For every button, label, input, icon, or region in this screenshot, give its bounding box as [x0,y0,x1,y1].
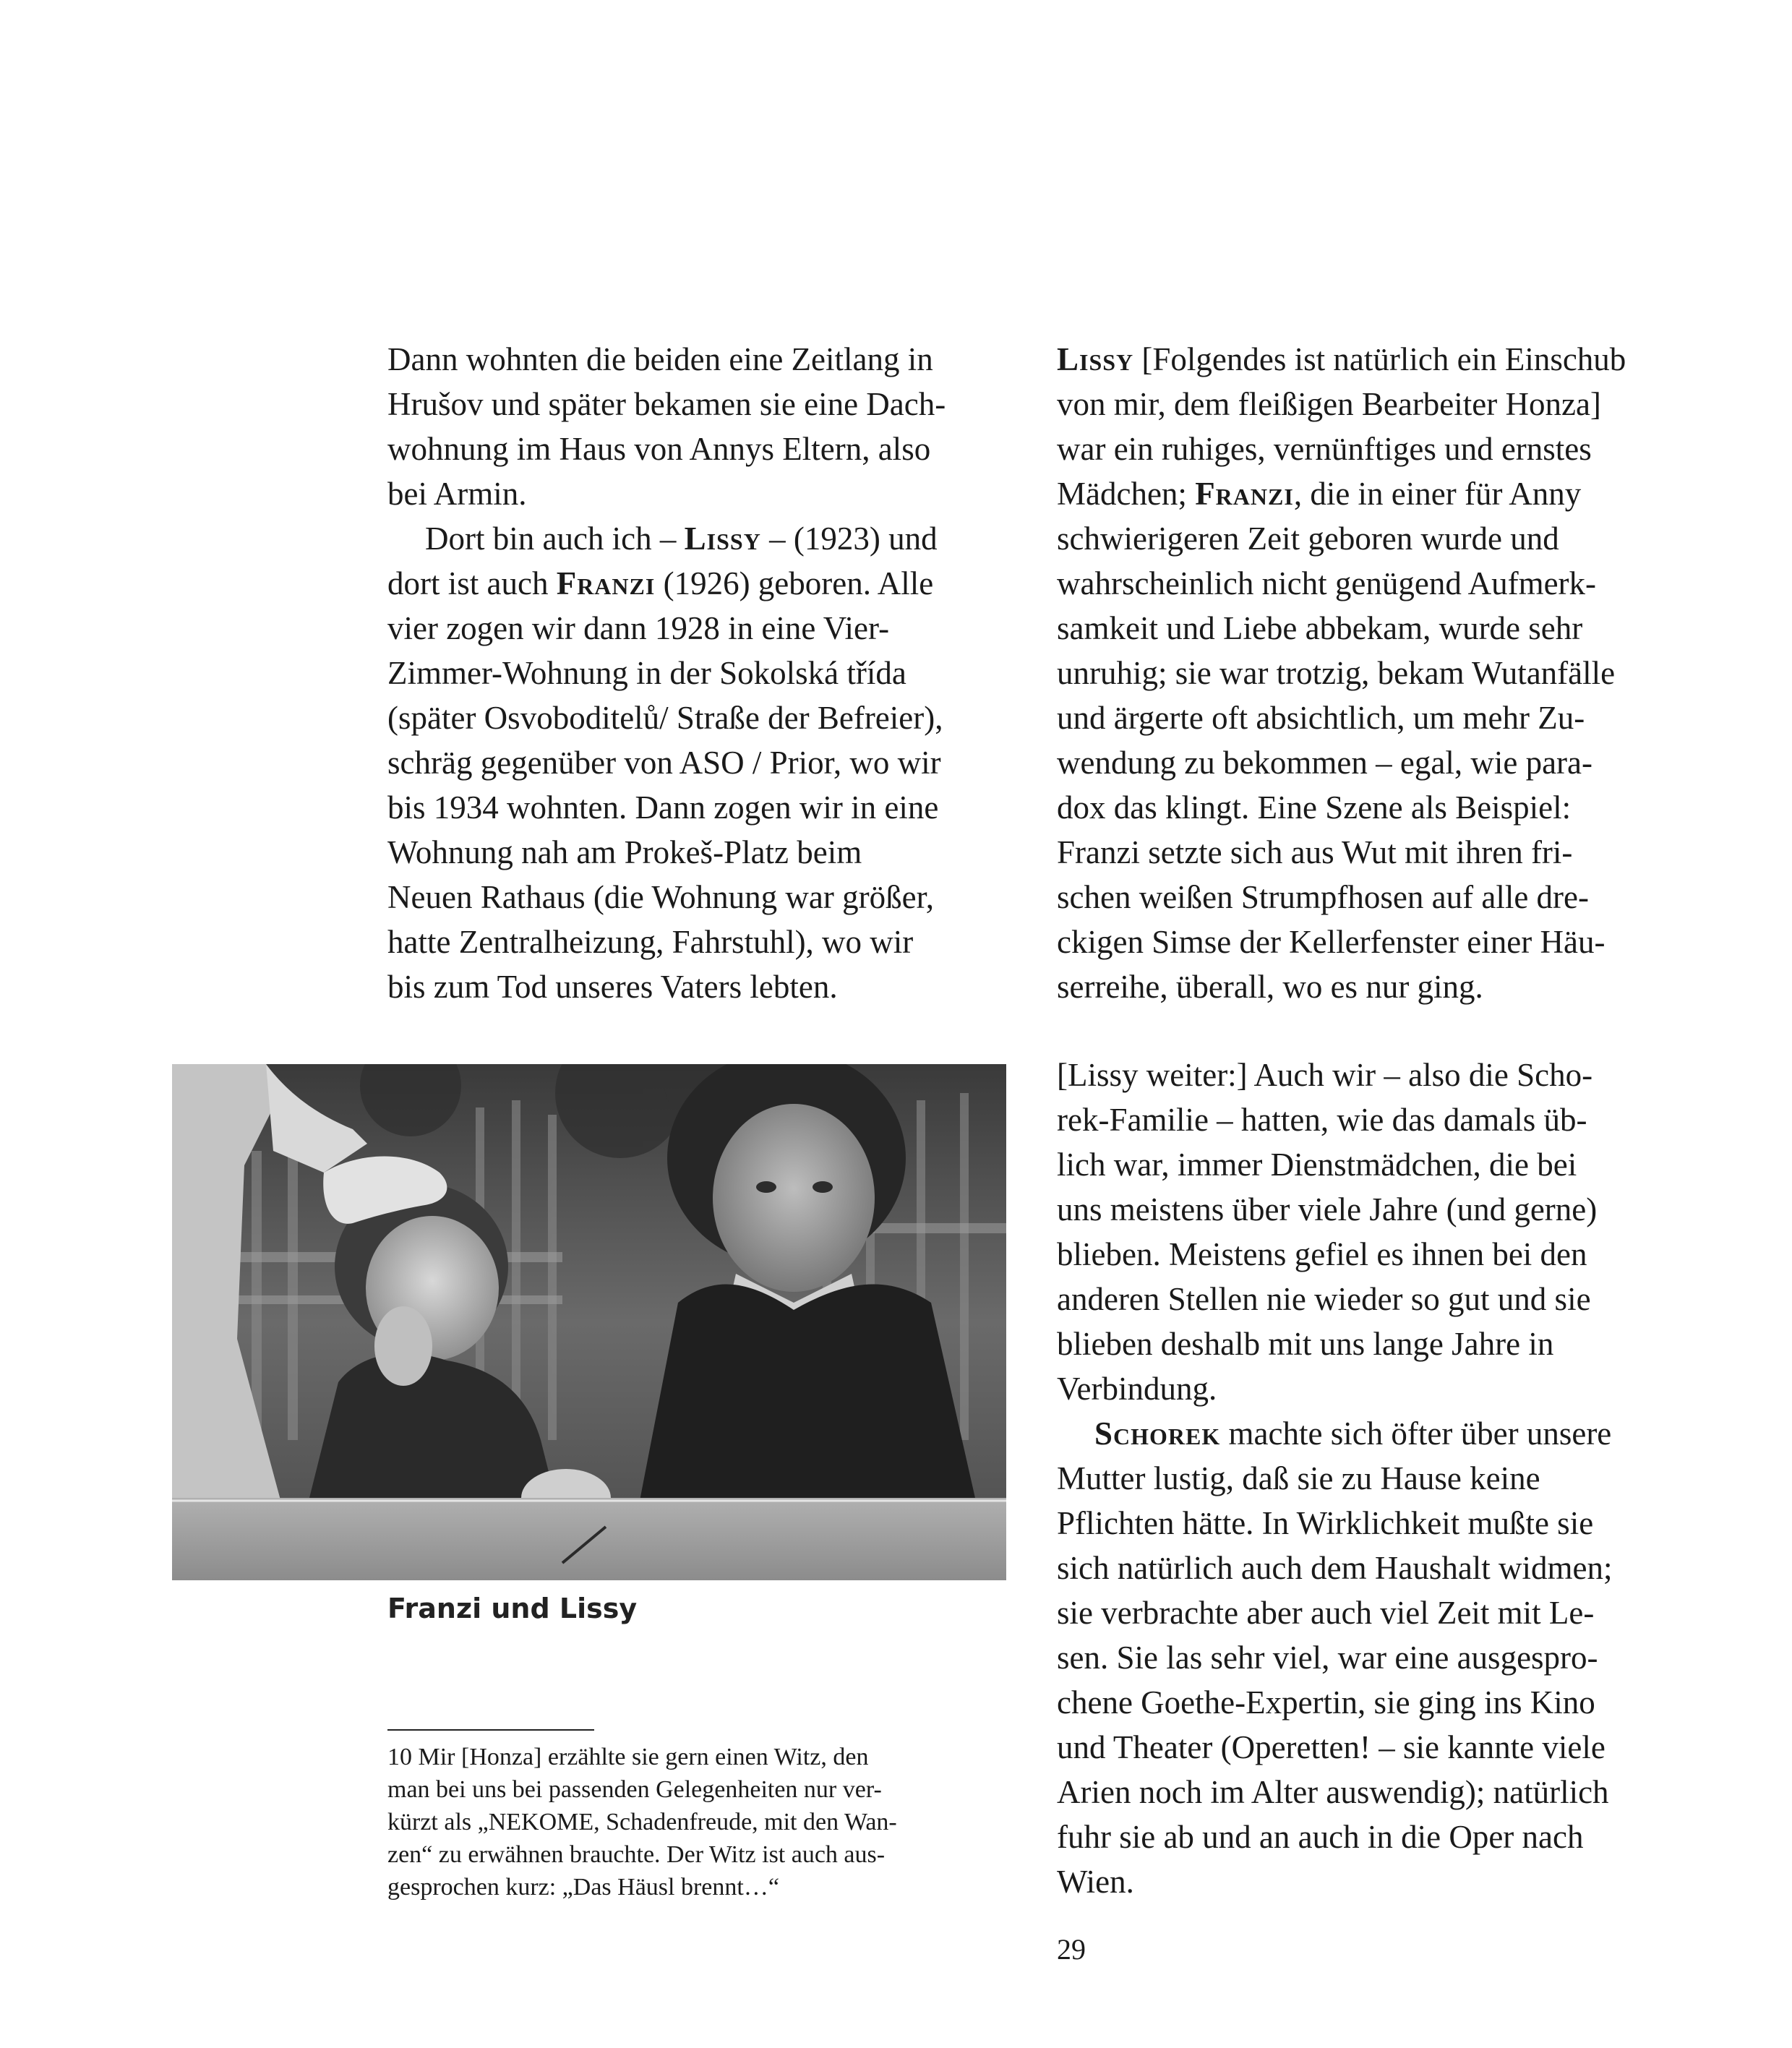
person-name-franzi: Franzi [556,565,656,601]
text-line: unruhig; sie war trotzig, bekam Wutanfälle [1057,655,1616,691]
text-line: Arien noch im Alter auswendig); natürlich [1057,1774,1609,1810]
text-line: und ärgerte oft absichtlich, um mehr Zu- [1057,700,1585,736]
text-line: vier zogen wir dann 1928 in eine Vier- [387,610,890,646]
text-line: Wien. [1057,1864,1134,1900]
text-line: chene Goethe-Expertin, sie ging ins Kino [1057,1684,1595,1721]
person-name-lissy: Lissy [1057,341,1134,377]
text-line [1057,1411,1693,1456]
text-line: (später Osvoboditelů/ Straße der Befreier), [387,700,943,736]
footnote-line: man bei uns bei passenden Gelegenheiten nur ver- [387,1776,882,1803]
text-line: sich natürlich auch dem Haushalt widmen; [1057,1550,1613,1586]
text-line: schen weißen Strumpfhosen auf alle dre- [1057,879,1589,915]
right-paragraph-2 [1057,1053,1693,1411]
text-run: – (1923) und [760,520,938,557]
text-line: Hrušov und später bekamen sie eine Dach- [387,386,946,422]
text-line [387,561,1009,606]
text-line: rek-Familie – hatten, wie das damals üb- [1057,1102,1587,1138]
text-line: Pflichten hätte. In Wirklichkeit mußte sie [1057,1505,1594,1541]
text-line: bei Armin. [387,476,527,512]
text-line: samkeit und Liebe abbekam, wurde sehr [1057,610,1583,646]
text-line: Neuen Rathaus (die Wohnung war größer, [387,879,935,915]
text-line: bis zum Tod unseres Vaters lebten. [387,969,838,1005]
text-line: fuhr sie ab und an auch in die Oper nach [1057,1819,1584,1855]
text-run: (1926) geboren. Alle [655,565,934,601]
right-lower-text-block [1057,1053,1693,1904]
text-line: blieben deshalb mit uns lange Jahre in [1057,1326,1554,1362]
text-line: Dann wohnten die beiden eine Zeitlang in [387,341,933,377]
text-line: bis 1934 wohnten. Dann zogen wir in eine [387,789,939,826]
text-run: Mädchen; [1057,476,1196,512]
text-line: und Theater (Operetten! – sie kannte viele [1057,1729,1605,1765]
left-text-column [387,337,1009,1009]
text-line [1057,471,1693,516]
text-line: von mir, dem fleißigen Bearbeiter Honza] [1057,386,1601,422]
left-paragraph-1 [387,337,1009,516]
text-line: Verbindung. [1057,1371,1217,1407]
text-line: sen. Sie las sehr viel, war eine ausgespro- [1057,1640,1598,1676]
photo-franzi-and-lissy [172,1064,1006,1580]
text-line: serreihe, überall, wo es nur ging. [1057,969,1483,1005]
text-line: dox das klingt. Eine Szene als Beispiel: [1057,789,1572,826]
footnote-line: kürzt als „NEKOME, Schadenfreude, mit den Wan- [387,1809,897,1835]
footnote-line: 10 Mir [Honza] erzählte sie gern einen Witz, den [387,1744,869,1770]
text-line: schräg gegenüber von ASO / Prior, wo wir [387,745,941,781]
text-line: blieben. Meistens gefiel es ihnen bei den [1057,1236,1587,1272]
text-line: Mutter lustig, daß sie zu Hause keine [1057,1460,1540,1496]
text-line: sie verbrachte aber auch viel Zeit mit Le- [1057,1595,1595,1631]
text-run: Dort bin auch ich – [425,520,685,557]
text-line: war ein ruhiges, vernünftiges und ernstes [1057,431,1592,467]
footnote-line: gesprochen kurz: „Das Häusl brennt…“ [387,1874,779,1901]
photo-caption: Franzi und Lissy [387,1593,638,1624]
text-line: wendung zu bekommen – egal, wie para- [1057,745,1592,781]
text-line [1057,337,1693,382]
photo-illustration [172,1064,1006,1580]
person-name-franzi: Franzi [1195,476,1294,512]
text-run: machte sich öfter über unsere [1220,1415,1612,1452]
right-text-column [1057,337,1693,1009]
page-number: 29 [1057,1933,1086,1966]
text-line: [Lissy weiter:] Auch wir – also die Scho- [1057,1057,1593,1093]
right-paragraph-3 [1057,1411,1693,1904]
text-line: wahrscheinlich nicht genügend Aufmerk- [1057,565,1597,601]
text-line: lich war, immer Dienstmädchen, die bei [1057,1147,1577,1183]
text-run: dort ist auch [387,565,557,601]
left-paragraph-2 [387,516,1009,1009]
text-line: Franzi setzte sich aus Wut mit ihren fri- [1057,834,1573,870]
text-line [387,516,1009,561]
text-line: uns meistens über viele Jahre (und gerne) [1057,1191,1598,1227]
text-line: Zimmer-Wohnung in der Sokolská třída [387,655,906,691]
text-line: hatte Zentralheizung, Fahrstuhl), wo wir [387,924,914,960]
footnote [387,1741,1009,1903]
footnote-separator [387,1729,594,1731]
text-run: [Folgendes ist natürlich ein Einschub [1133,341,1626,377]
text-run: , die in einer für Anny [1293,476,1582,512]
right-paragraph-1 [1057,337,1693,1009]
footnote-line: zen“ zu erwähnen brauchte. Der Witz ist auch aus- [387,1841,886,1868]
person-name-schorek: Schorek [1094,1415,1221,1452]
person-name-lissy: Lissy [684,520,761,557]
text-line: anderen Stellen nie wieder so gut und sie [1057,1281,1591,1317]
text-line: wohnung im Haus von Annys Eltern, also [387,431,931,467]
text-line: Wohnung nah am Prokeš-Platz beim [387,834,862,870]
text-line: schwierigeren Zeit geboren wurde und [1057,520,1559,557]
text-line: ckigen Simse der Kellerfenster einer Häu- [1057,924,1605,960]
